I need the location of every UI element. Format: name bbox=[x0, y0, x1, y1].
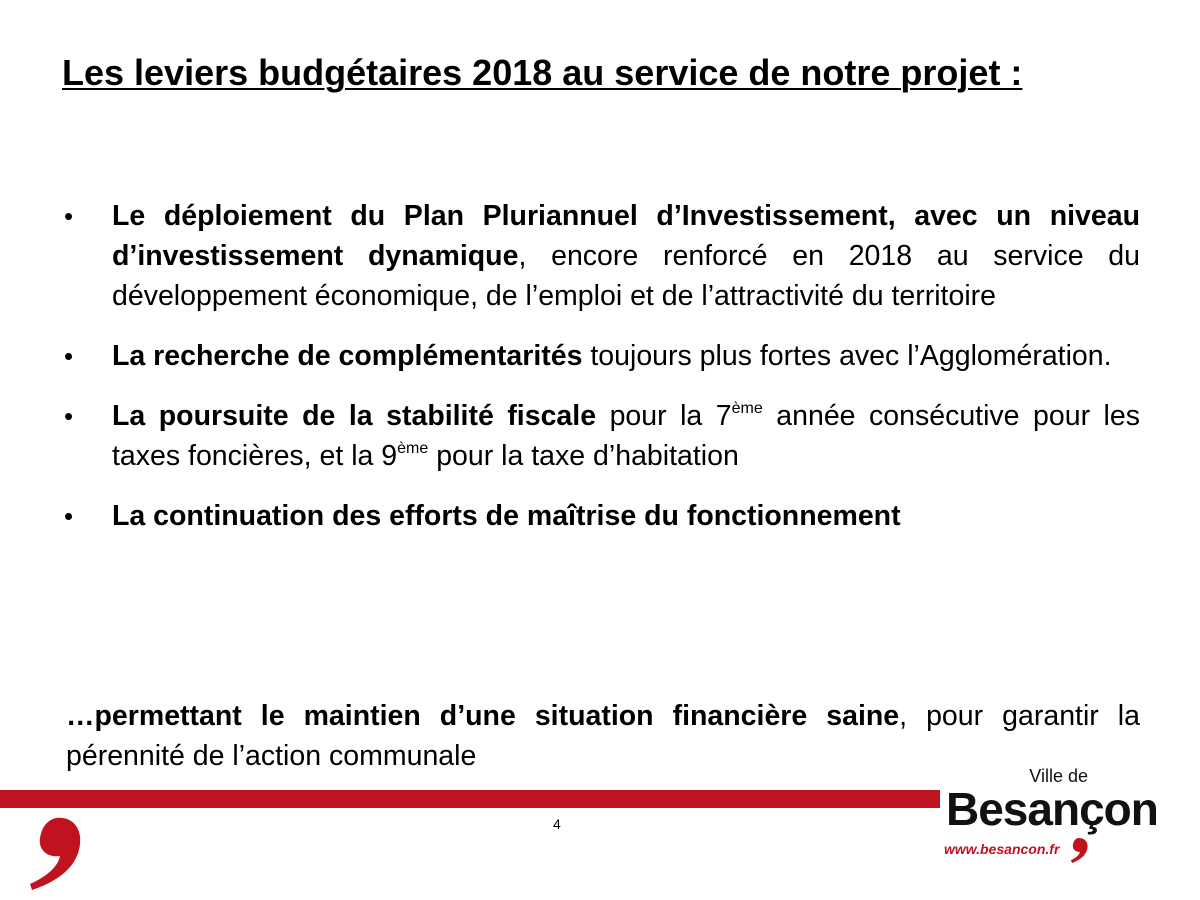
bullet-item-investment bbox=[62, 196, 1140, 316]
bullet-item-complementarity bbox=[62, 336, 1140, 376]
bullet-text: année consécutive pour les taxes foncières, et la 9 bbox=[112, 400, 1140, 472]
cedilla-icon bbox=[26, 812, 90, 892]
superscript: ème bbox=[397, 440, 429, 457]
bullet-bold-text: La continuation des efforts de maîtrise du fonctionnement bbox=[112, 500, 901, 532]
bullet-text: pour la taxe d’habitation bbox=[428, 440, 739, 472]
bullet-item-operating-control bbox=[62, 496, 1140, 536]
logo-website-link[interactable]: www.besancon.fr bbox=[944, 841, 1060, 857]
logo-ville-text: Ville de bbox=[1029, 766, 1088, 786]
logo-cedilla-icon bbox=[1070, 838, 1090, 864]
city-logo bbox=[940, 766, 1160, 876]
bullet-point: • bbox=[64, 341, 74, 371]
bullet-bold-text: La recherche de complémentarités bbox=[112, 340, 583, 372]
bullet-text: pour la 7 bbox=[596, 400, 732, 432]
bullet-bold-text: Le déploiement du Plan Pluriannuel d’Investissement, avec un niveau d’investissement dynamique bbox=[112, 200, 1140, 272]
bullet-list bbox=[62, 196, 1140, 556]
page-number: 4 bbox=[553, 816, 561, 832]
bullet-text: , encore renforcé en 2018 au service du développement économique, de l’emploi et de l’attractivité du territoire bbox=[112, 240, 1140, 312]
slide-title: Les leviers budgétaires 2018 au service de notre projet : bbox=[62, 52, 1023, 93]
bullet-point: • bbox=[64, 501, 74, 531]
conclusion-text bbox=[66, 696, 1140, 776]
bullet-item-fiscal-stability bbox=[62, 396, 1140, 476]
bullet-point: • bbox=[64, 201, 74, 231]
logo-city-name: Besançon bbox=[946, 783, 1158, 835]
bullet-point: • bbox=[64, 401, 74, 431]
conclusion-rest-text: , pour garantir la pérennité de l’action communale bbox=[66, 700, 1140, 772]
conclusion-bold-text: …permettant le maintien d’une situation financière saine bbox=[66, 700, 900, 732]
footer-red-bar bbox=[0, 790, 940, 808]
superscript: ème bbox=[731, 400, 763, 417]
bullet-bold-text: La poursuite de la stabilité fiscale bbox=[112, 400, 597, 432]
bullet-text: toujours plus fortes avec l’Agglomération. bbox=[582, 340, 1112, 372]
